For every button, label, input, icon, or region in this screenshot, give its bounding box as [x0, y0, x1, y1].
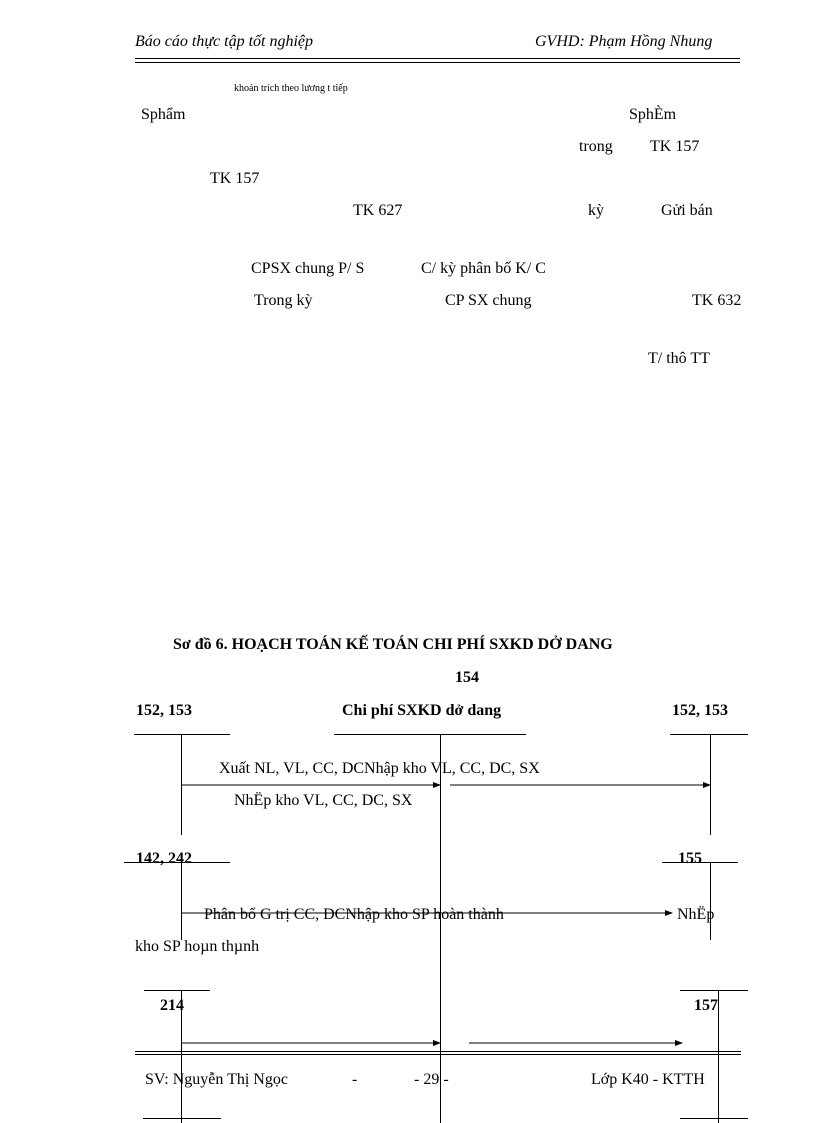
label-tk157-a: TK 157: [650, 138, 700, 155]
footer-rule-top: [135, 1051, 741, 1052]
account-152-153-left: 152, 153: [136, 702, 192, 719]
label-cp-sx-chung: CP SX chung: [445, 292, 532, 309]
diagram-title: Sơ đồ 6. HOẠCH TOÁN KẾ TOÁN CHI PHÍ SXKD DỞ DANG: [173, 636, 613, 653]
account-154-name: Chi phí SXKD dở dang: [342, 702, 502, 719]
label-nhap-kho-vl: NhËp kho VL, CC, DC, SX: [234, 792, 413, 809]
footer-student: SV: Nguyễn Thị Ngọc: [145, 1071, 288, 1088]
label-tk157-b: TK 157: [210, 170, 260, 187]
footer-class: Lớp K40 - KTTH: [591, 1071, 705, 1088]
account-152-153-right: 152, 153: [672, 702, 728, 719]
label-gui-ban: Gửi bán: [661, 202, 713, 219]
account-214: 214: [160, 997, 184, 1014]
label-trong-ky: Trong kỳ: [254, 292, 313, 309]
header-right-advisor: GVHD: Phạm Hồng Nhung: [535, 33, 713, 50]
account-142-242: 142, 242: [136, 850, 192, 867]
label-phan-bo: Phân bổ G trị CC, DCNhập kho SP hoàn thành: [204, 906, 504, 923]
label-cpsx-chung: CPSX chung P/ S: [251, 260, 365, 277]
footer-page-number: - 29 -: [414, 1071, 449, 1088]
label-xuat-nhap: Xuất NL, VL, CC, DCNhập kho VL, CC, DC, SX: [219, 760, 540, 777]
label-tk627: TK 627: [353, 202, 403, 219]
label-sp-right: SphÈm: [629, 106, 677, 123]
footer-dash: -: [352, 1071, 358, 1088]
label-trong: trong: [579, 138, 613, 155]
account-155: 155: [678, 850, 702, 867]
footer-rule-bottom: [135, 1054, 741, 1055]
label-sp-left: Sphẩm: [141, 106, 186, 123]
account-157: 157: [694, 997, 718, 1014]
label-tk632: TK 632: [692, 292, 742, 309]
header-left-title: Báo cáo thực tập tốt nghiệp: [135, 33, 314, 50]
label-kho-sp: kho SP hoµn thµnh: [135, 938, 260, 955]
note-small: khoản trích theo lương t tiếp: [234, 83, 348, 94]
label-ck-phan-bo: C/ kỳ phân bố K/ C: [421, 260, 546, 277]
account-154-number: 154: [455, 669, 479, 686]
label-ky: kỳ: [588, 202, 604, 219]
bottom-bar-left: [143, 1118, 221, 1119]
label-nhep: NhËp: [677, 906, 715, 923]
bottom-bar-right: [680, 1118, 748, 1119]
label-t-tho-tt: T/ thô TT: [648, 350, 710, 367]
